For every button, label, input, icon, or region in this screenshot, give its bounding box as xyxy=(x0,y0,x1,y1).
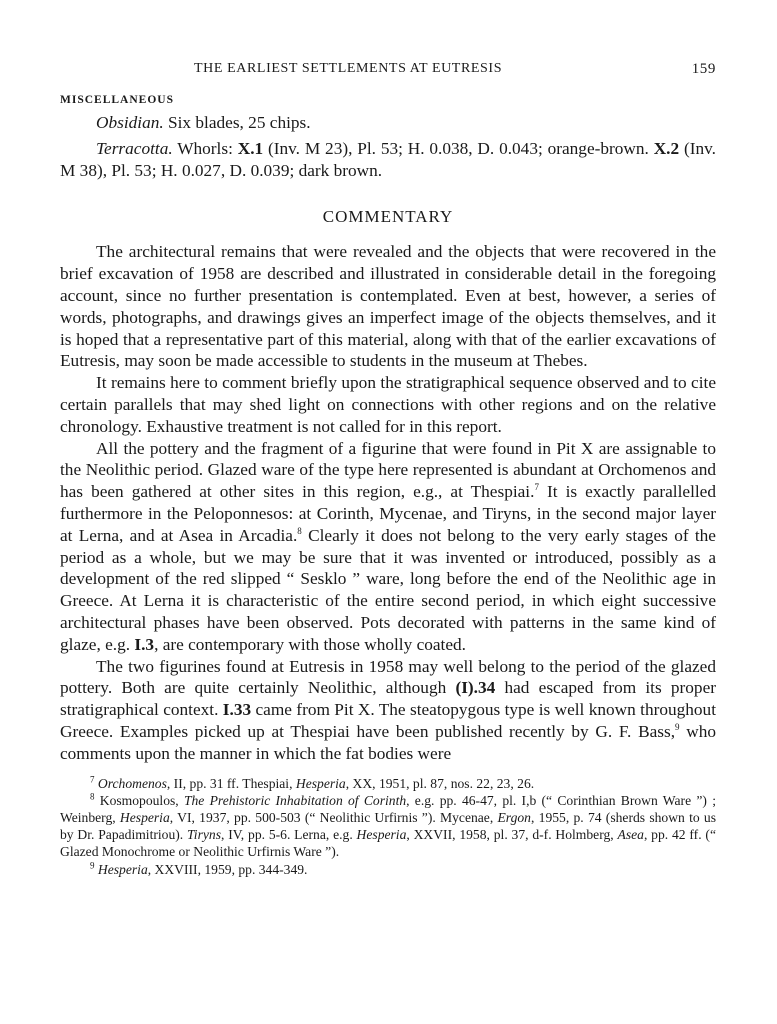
paragraph-text: who comments upon the manner in which the fat bodies were xyxy=(60,721,716,763)
obsidian-term: Obsidian. xyxy=(96,113,164,132)
footnote-7 xyxy=(60,775,716,792)
footnote-text: Kosmopoulos, xyxy=(94,792,184,808)
footnote-text: , XXVII, 1958, pl. 37, d-f. Holmberg, xyxy=(406,827,618,843)
page-number: 159 xyxy=(691,61,716,77)
catalogue-ref: I.33 xyxy=(222,700,252,720)
paragraph-text: came from Pit X. The steatopygous type is well known throughout Greece. Examples picked up at Thespiai have been published recently by G. F. Bass, xyxy=(60,700,716,741)
terracotta-text: (Inv. M 23), Pl. 53; H. 0.038, D. 0.043; orange-brown. xyxy=(263,138,654,158)
commentary-paragraph-3 xyxy=(60,438,716,656)
terracotta-term: Terracotta. xyxy=(96,138,173,158)
footnote-text: , VI, 1937, pp. 500-503 (“ Neolithic Urfirnis ”). Mycenae, xyxy=(169,809,498,825)
footnote-text: , II, pp. 31 ff. Thespiai, xyxy=(166,775,296,791)
paragraph-text: The two figurines found at Eutresis in 1958 may well belong to the period of the glazed pottery. Both are quite certainly Neolithic, although xyxy=(60,656,716,698)
section-label-miscellaneous: MISCELLANEOUS xyxy=(60,94,174,106)
footnote-title: Ergon xyxy=(497,809,531,825)
obsidian-entry xyxy=(60,112,716,134)
footnote-text: , 1955, p. 74 (sherds shown to us by Dr. Papadimitriou). xyxy=(60,809,716,843)
paragraph-text: Clearly it does not belong to the very early stages of the period as a whole, but we may be sure that it was invented or introduced, possibly as a development of the red slipped “ Sesklo ” ware, long before the end of the Neolithic age in Greece. At Lerna it is characteristic of the entire second period, in which eight successive architectural phases have been observed. Pots decorated with patterns in the same kind of glaze, e.g. xyxy=(60,525,716,654)
footnote-text: , XXVIII, 1959, pp. 344-349. xyxy=(147,861,308,877)
terracotta-text: Whorls: xyxy=(172,138,238,158)
paragraph-text: had escaped from its proper stratigraphical context. xyxy=(60,678,716,720)
paragraph-text: , are contemporary with those wholly coated. xyxy=(154,634,466,654)
footnote-text: , IV, pp. 5-6. Lerna, e.g. xyxy=(221,827,357,843)
footnote-mark: 9 xyxy=(90,860,95,870)
footnote-title: Hesperia xyxy=(295,775,346,791)
commentary-paragraph-1: The architectural remains that were revealed and the objects that were recovered in the brief excavation of 1958 are described and illustrated in considerable detail in the foregoing account, since no further presentation is contemplated. Even at best, however, a series of words, photographs, and drawings gives an imperfect image of the objects themselves, and it is hoped that a representative part of this material, along with that of the earlier excavations of Eutresis, may soon be made accessible to students in the museum at Thebes. xyxy=(60,242,716,371)
footnote-text: , e.g. pp. 46-47, pl. I,b (“ Corinthian Brown Ware ”) ; Weinberg, xyxy=(60,792,716,825)
paragraph-text: It is exactly parallelled furthermore in the Peloponnesos: at Corinth, Mycenae, and Tiryns, in the second major layer at Lerna, and at Asea in Arcadia. xyxy=(60,482,716,545)
commentary-paragraph-2: It remains here to comment briefly upon the stratigraphical sequence observed and to cite certain parallels that may shed light on connections with other regions and on the relative chronology. Exhaustive treatment is not called for in this report. xyxy=(60,373,716,436)
terracotta-entry xyxy=(60,138,716,182)
footnote-mark: 8 xyxy=(90,791,95,802)
footnote-ref[interactable]: 8 xyxy=(297,525,302,536)
footnote-title: Hesperia xyxy=(119,809,170,825)
footnote-title: The Prehistoric Inhabitation of Corinth xyxy=(183,792,407,808)
commentary-heading: COMMENTARY xyxy=(322,207,454,227)
running-title: THE EARLIEST SETTLEMENTS AT EUTRESIS xyxy=(194,61,503,76)
footnote-title: Asea xyxy=(617,827,644,843)
paragraph-text: All the pottery and the fragment of a figurine that were found in Pit X are assignable to the Neolithic period. Glazed ware of the type here represented is abundant at Orchomenos and has been gathered at other sites in this region, e.g., at Thespiai. xyxy=(60,438,716,502)
footnotes xyxy=(60,775,716,878)
footnote-mark: 7 xyxy=(90,773,95,784)
footnote-text: , XX, 1951, pl. 87, nos. 22, 23, 26. xyxy=(345,775,535,791)
footnote-title: Orchomenos xyxy=(97,775,167,791)
commentary-paragraph-4 xyxy=(60,656,716,765)
running-header xyxy=(60,58,716,84)
catalogue-ref: (I).34 xyxy=(455,678,496,698)
footnote-ref[interactable]: 9 xyxy=(675,722,680,733)
footnote-8 xyxy=(60,792,716,861)
footnote-ref[interactable]: 7 xyxy=(534,482,539,493)
footnote-title: Tiryns xyxy=(187,827,221,843)
footnote-9 xyxy=(60,861,716,878)
catalogue-id: X.1 xyxy=(237,138,264,158)
footnote-text: , pp. 42 ff. (“ Glazed Monochrome or Neolithic Urfirnis Ware ”). xyxy=(60,827,716,860)
catalogue-id: X.2 xyxy=(653,138,680,158)
catalogue-ref: I.3 xyxy=(134,634,155,654)
obsidian-text: Six blades, 25 chips. xyxy=(163,113,311,132)
footnote-title: Hesperia xyxy=(97,861,148,877)
terracotta-text: (Inv. M 38), Pl. 53; H. 0.027, D. 0.039; dark brown. xyxy=(60,138,716,180)
footnote-title: Hesperia xyxy=(356,827,407,843)
page xyxy=(60,58,716,878)
